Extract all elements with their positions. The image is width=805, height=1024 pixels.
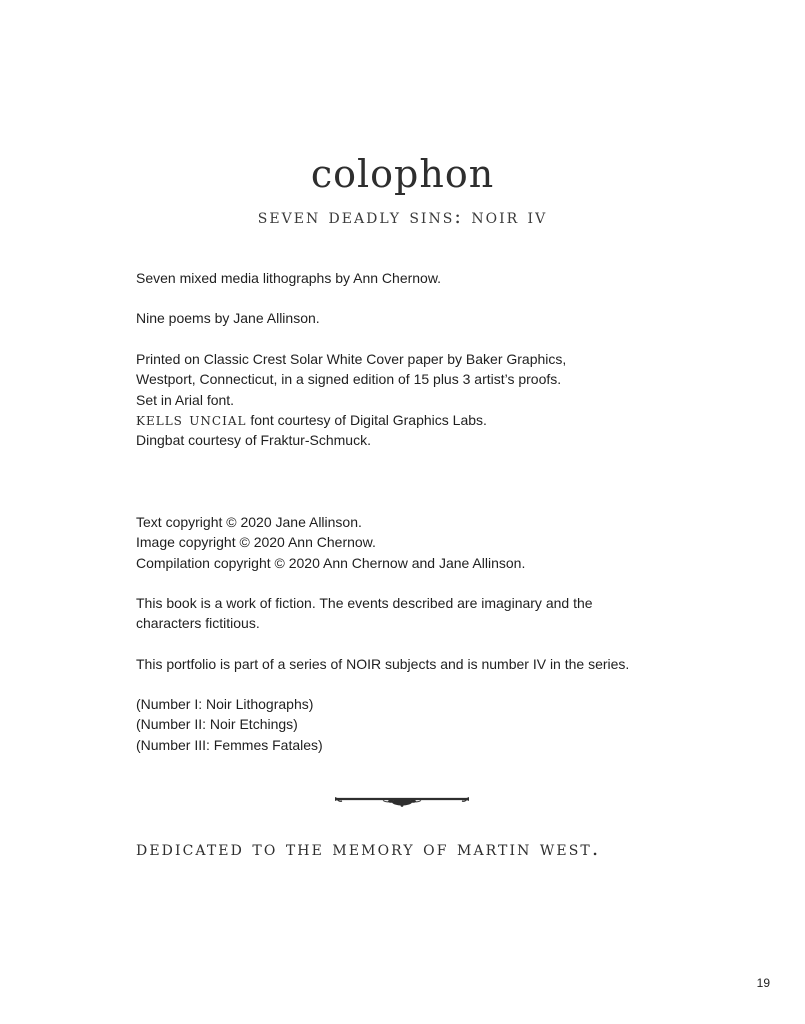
copyright-block: [136, 512, 696, 573]
series-note: This portfolio is part of a series of NOIR subjects and is number IV in the series.: [136, 656, 630, 672]
kells-uncial-name: kells uncial: [136, 409, 247, 430]
font-line: Set in Arial font.: [136, 391, 235, 408]
page-title: colophon: [310, 152, 495, 196]
printing-line-1: Printed on Classic Crest Solar White Cover paper by Baker Graphics,: [136, 351, 567, 367]
series-list: [136, 694, 696, 755]
printing-line-2: Westport, Connecticut, in a signed edition of 15 plus 3 artist’s proofs.: [136, 371, 562, 388]
series-item-3: (Number III: Femmes Fatales): [136, 736, 323, 753]
image-copyright: Image copyright © 2020 Ann Chernow.: [136, 534, 376, 551]
series-item-2: (Number II: Noir Etchings): [136, 716, 298, 733]
kells-font-credit: font courtesy of Digital Graphics Labs.: [246, 411, 487, 428]
series-item-1: (Number I: Noir Lithographs): [136, 696, 314, 712]
ornamental-rule-icon: [335, 794, 469, 808]
lithographs-credit: Seven mixed media lithographs by Ann Chernow.: [136, 270, 442, 286]
page-number: 19: [756, 976, 770, 990]
fiction-notice-line-2: characters fictitious.: [136, 615, 260, 632]
dedication: dedicated to the memory of martin west.: [136, 836, 601, 860]
compilation-copyright: Compilation copyright © 2020 Ann Chernow and Jane Allinson.: [136, 554, 526, 571]
page-subtitle: seven deadly sins: noir iv: [257, 204, 548, 228]
fiction-notice-line-1: This book is a work of fiction. The events described are imaginary and the: [136, 595, 593, 611]
poems-credit: Nine poems by Jane Allinson.: [136, 310, 320, 326]
fiction-notice: [136, 593, 696, 634]
kells-font-line: [136, 410, 696, 430]
text-copyright: Text copyright © 2020 Jane Allinson.: [136, 514, 362, 530]
dingbat-credit: Dingbat courtesy of Fraktur-Schmuck.: [136, 432, 371, 449]
printing-credits: [136, 349, 696, 450]
